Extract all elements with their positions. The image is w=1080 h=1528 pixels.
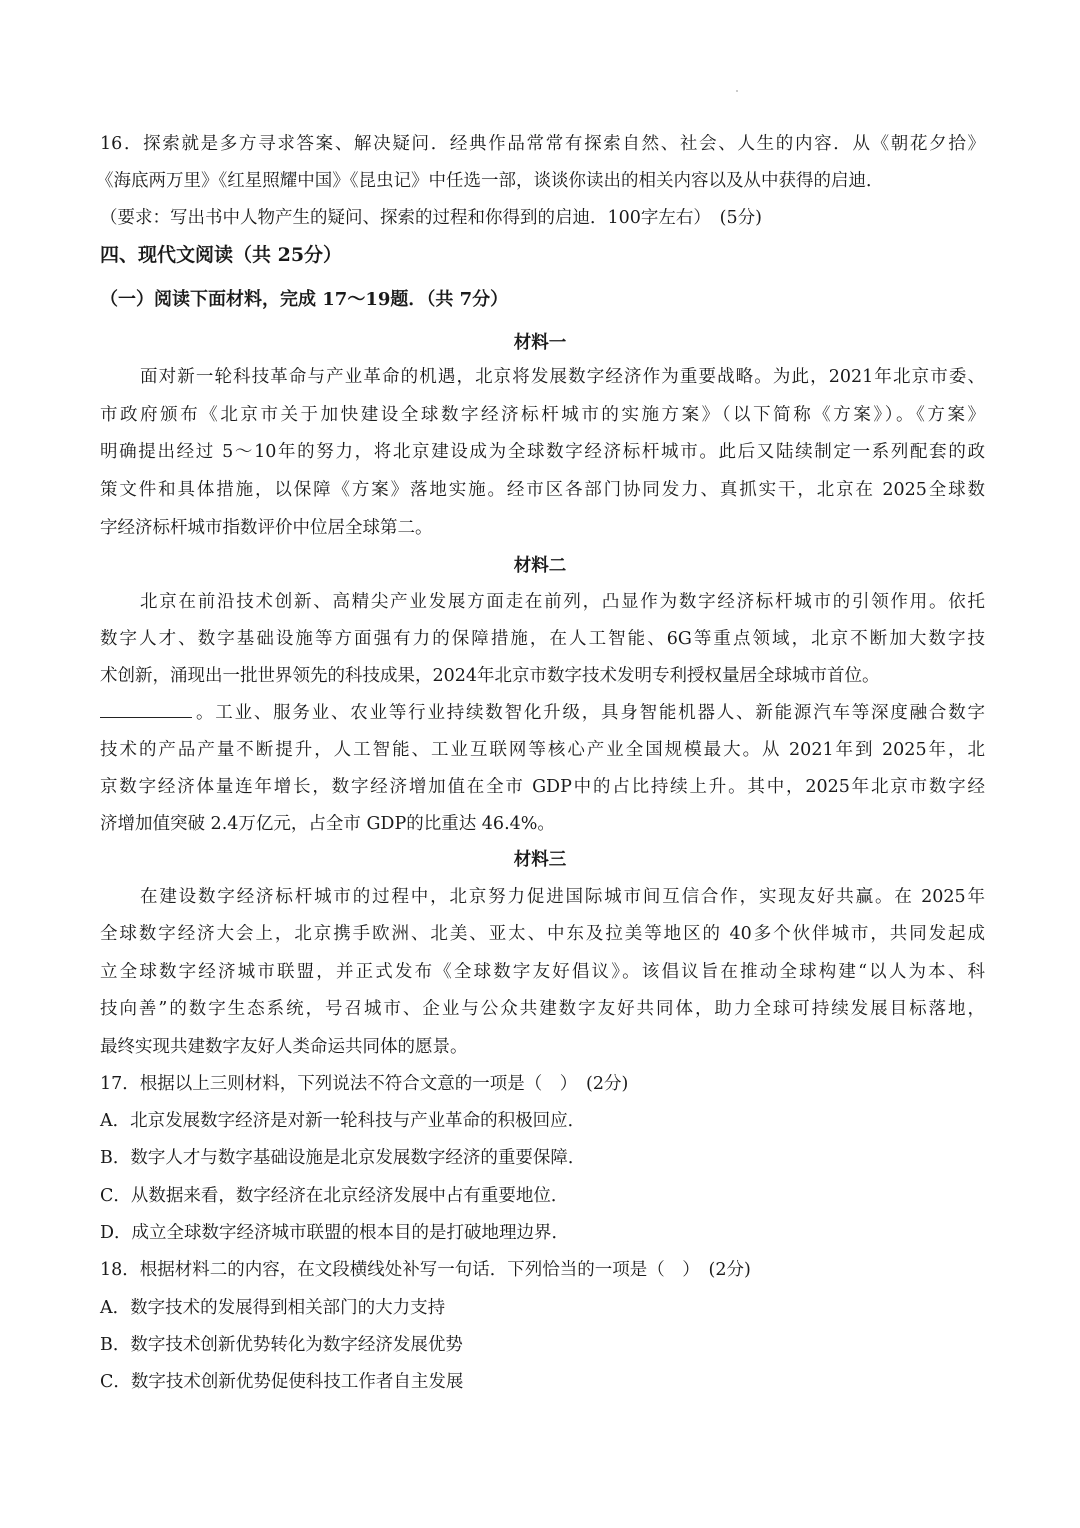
part-title: （一）阅读下面材料，完成 17～19题．（共 7分） (100, 289, 509, 310)
scan-speck (736, 90, 738, 92)
q18-option-c: C．数字技术创新优势促使科技工作者自主发展 (100, 1372, 464, 1392)
material-2-blank-line (100, 700, 985, 726)
q16-requirement: （要求：写出书中人物产生的疑问、探索的过程和你得到的启迪．100字左右） (5分) (100, 208, 762, 228)
material-2-line: 数字人才、数字基础设施等方面强有力的保障措施，在人工智能、6G等重点领域，北京不断加大数字技 (100, 629, 985, 649)
q16-line-2: 《海底两万里》《红星照耀中国》《昆虫记》中任选一部，谈谈你读出的相关内容以及从中获得的启迪． (96, 171, 884, 191)
q17-option-b: B．数字人才与数字基础设施是北京发展数字经济的重要保障． (100, 1148, 586, 1168)
material-1-title: 材料一 (513, 333, 567, 353)
fill-in-blank (100, 701, 192, 718)
material-2-line: 北京在前沿技术创新、高精尖产业发展方面走在前列，凸显作为数字经济标杆城市的引领作用。依托 (140, 592, 985, 612)
q18-stem: 18．根据材料二的内容，在文段横线处补写一句话．下列恰当的一项是（ ） (2分) (100, 1260, 751, 1280)
material-1-line: 面对新一轮科技革命与产业革命的机遇，北京将发展数字经济作为重要战略。为此，2021年北京市委、 (140, 367, 985, 387)
q17-option-c: C．从数据来看，数字经济在北京经济发展中占有重要地位． (100, 1186, 569, 1206)
material-1-line: 策文件和具体措施，以保障《方案》落地实施。经市区各部门协同发力、真抓实干，北京在 2025全球数 (100, 480, 985, 500)
material-2-line: 济增加值突破 2.4万亿元，占全市 GDP的比重达 46.4%。 (100, 814, 555, 834)
section-title: 四、现代文阅读（共 25分） (100, 244, 343, 266)
material-1-line: 字经济标杆城市指数评价中位居全球第二。 (100, 518, 433, 538)
material-3-line: 在建设数字经济标杆城市的过程中，北京努力促进国际城市间互信合作，实现友好共赢。在 2025年 (140, 887, 985, 907)
q17-stem: 17．根据以上三则材料，下列说法不符合文意的一项是（ ） (2分) (100, 1074, 629, 1094)
material-3-line: 全球数字经济大会上，北京携手欧洲、北美、亚太、中东及拉美等地区的 40多个伙伴城市，共同发起成 (100, 924, 985, 944)
material-2-line: 。工业、服务业、农业等行业持续数智化升级，具身智能机器人、新能源汽车等深度融合数字 (196, 703, 985, 723)
material-2-line: 京数字经济体量连年增长，数字经济增加值在全市 GDP中的占比持续上升。其中，2025年北京市数字经 (100, 777, 985, 797)
material-2-line: 技术的产品产量不断提升，人工智能、工业互联网等核心产业全国规模最大。从 2021年到 2025年，北 (100, 740, 985, 760)
material-3-title: 材料三 (513, 850, 567, 870)
q17-option-d: D．成立全球数字经济城市联盟的根本目的是打破地理边界． (100, 1223, 570, 1243)
material-2-title: 材料二 (513, 556, 567, 576)
material-3-line: 立全球数字经济城市联盟，并正式发布《全球数字友好倡议》。该倡议旨在推动全球构建“以人为本、科 (100, 962, 985, 982)
q16-line-1: 16．探索就是多方寻求答案、解决疑问．经典作品常常有探索自然、社会、人生的内容．从《朝花夕拾》 (100, 134, 985, 154)
material-3-line: 最终实现共建数字友好人类命运共同体的愿景。 (100, 1037, 468, 1057)
material-1-line: 市政府颁布《北京市关于加快建设全球数字经济标杆城市的实施方案》（以下简称《方案》）。《方案》 (100, 405, 985, 425)
material-1-line: 明确提出经过 5～10年的努力，将北京建设成为全球数字经济标杆城市。此后又陆续制定一系列配套的政 (100, 442, 985, 462)
q18-option-b: B．数字技术创新优势转化为数字经济发展优势 (100, 1335, 463, 1355)
material-2-line: 术创新，涌现出一批世界领先的科技成果，2024年北京市数字技术发明专利授权量居全球城市首位。 (100, 666, 880, 686)
q17-option-a: A．北京发展数字经济是对新一轮科技与产业革命的积极回应． (100, 1111, 586, 1131)
q18-option-a: A．数字技术的发展得到相关部门的大力支持 (100, 1298, 446, 1318)
material-3-line: 技向善”的数字生态系统，号召城市、企业与公众共建数字友好共同体，助力全球可持续发展目标落地， (100, 999, 985, 1019)
